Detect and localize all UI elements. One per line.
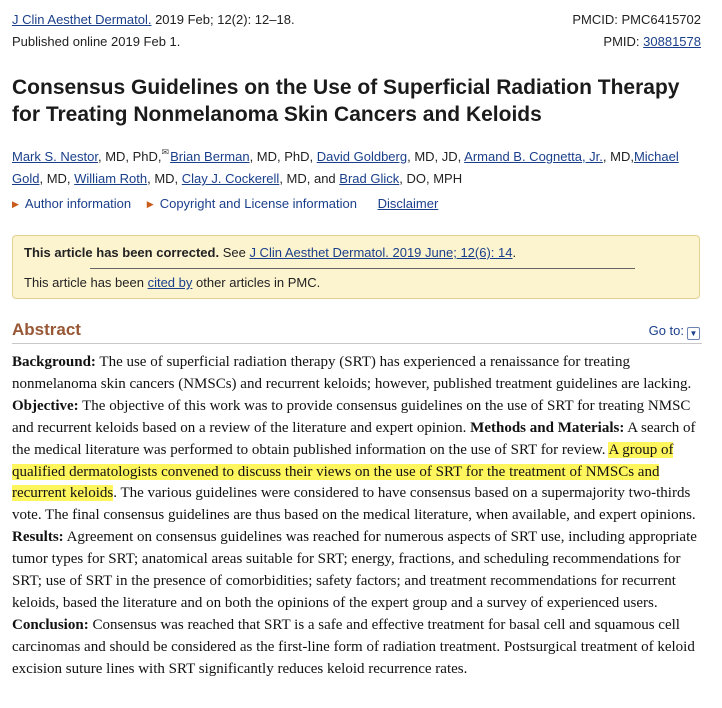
author-link[interactable]: David Goldberg — [316, 149, 408, 164]
chevron-down-icon: ▼ — [687, 327, 700, 340]
author-degree: , MD, and — [279, 171, 340, 186]
author-degree: , MD, — [39, 171, 75, 186]
author-link[interactable]: Brad Glick — [339, 171, 400, 186]
author-link[interactable]: Brian Berman — [170, 149, 250, 164]
pmid-link[interactable]: 30881578 — [643, 34, 701, 49]
author-link[interactable]: Armand B. Cognetta, Jr. — [464, 149, 603, 164]
correction-line: This article has been corrected. See J Clin Aesthet Dermatol. 2019 June; 12(6): 14. — [24, 245, 517, 260]
author-degree: , MD, — [602, 149, 634, 164]
mail-icon[interactable]: ✉ — [161, 147, 170, 157]
objective-label: Objective: — [12, 397, 79, 414]
pmid-label: PMID: — [603, 34, 644, 49]
author-link[interactable]: William Roth — [74, 171, 148, 186]
author-link[interactable]: Mark S. Nestor — [12, 149, 98, 164]
citation-row — [12, 12, 701, 28]
article-title: Consensus Guidelines on the Use of Superficial Radiation Therapy for Treating Nonmelanoma Skin Cancers and Keloids — [12, 76, 680, 126]
conclusion-label: Conclusion: — [12, 616, 89, 633]
highlighted-text: A group of qualified dermatologists convened to discuss their views on the use of SRT for the treatment of NMSCs and recurrent keloids — [12, 441, 674, 502]
copyright-toggle[interactable]: ▶ Copyright and License information — [146, 196, 357, 211]
author-degree: , MD, JD, — [407, 149, 465, 164]
author-list — [12, 141, 712, 190]
published-row — [12, 34, 701, 50]
author-degree: , MD, PhD, — [97, 149, 162, 164]
correction-notice — [12, 235, 700, 299]
author-link[interactable]: Clay J. Cockerell — [181, 171, 280, 186]
correction-bold: This article has been corrected. — [24, 245, 220, 260]
triangle-right-icon: ▶ — [12, 199, 19, 209]
published-date: Published online 2019 Feb 1. — [12, 34, 181, 49]
cited-by-line: This article has been cited by other articles in PMC. — [24, 275, 321, 290]
background-label: Background: — [12, 354, 96, 370]
methods-label: Methods and Materials: — [470, 419, 625, 436]
correction-link[interactable]: J Clin Aesthet Dermatol. 2019 June; 12(6): 14 — [249, 245, 513, 260]
cited-by-link[interactable]: cited by — [147, 275, 193, 290]
author-information-toggle[interactable]: ▶ Author information — [12, 196, 132, 211]
author-link[interactable]: Michael Gold — [12, 149, 679, 186]
disclaimer-link[interactable]: Disclaimer — [377, 196, 439, 211]
citation-text: 2019 Feb; 12(2): 12–18. — [151, 12, 295, 27]
abstract-heading: Abstract — [12, 320, 81, 339]
author-degree: , MD, PhD, — [249, 149, 317, 164]
notice-divider — [90, 268, 635, 269]
triangle-right-icon: ▶ — [146, 199, 154, 209]
pmcid: PMCID: PMC6415702 — [572, 12, 701, 27]
journal-link[interactable]: J Clin Aesthet Dermatol. — [12, 12, 152, 27]
author-degree: , MD, — [147, 171, 182, 186]
abstract-header — [12, 317, 702, 344]
results-label: Results: — [12, 529, 64, 546]
abstract-text: Background: The use of superficial radiation therapy (SRT) has experienced a renaissance for treating nonmelanoma skin cancers (NMSCs) and recurrent keloids; however, published treatment guidelines are lacking. Objective: The objective of this work was to provide consensus guidelines on the use of SRT for treating NMSC and recurrent keloids based on a review of the literature and expert opinion. Methods and Materials: A search of the medical literature was performed to obtain published information on the use of SRT for review. A group of qualified dermatologists convened to discuss their views on the use of SRT for the treatment of NMSCs and recurrent keloids. The various guidelines were considered to have consensus based on a supermajority two-thirds vote. The final consensus guidelines are thus based on the medical literature, when available, and expert opinions. Results: Agreement on consensus guidelines was reached for numerous aspects of SRT use, including appropriate tumor types for SRT; anatomical areas suitable for SRT; energy, fractions, and scheduling recommendations for SRT; use of SRT in the presence of comorbidities; safety factors; and treatment recommendations for recurrent keloids, based the literature and on both the opinions of the expert group and a survey of experienced users. Conclusion: Consensus was reached that SRT is a safe and effective treatment for basal cell and squamous cell carcinomas and should be considered as the first-line form of radiation treatment. Postsurgical treatment of keloid excision suture lines with SRT significantly reduces keloid recurrence rates. — [12, 354, 697, 677]
author-degree: , DO, MPH — [399, 171, 463, 186]
pmid — [603, 34, 701, 50]
info-bar — [12, 196, 438, 212]
goto-menu[interactable]: Go to: ▼ — [649, 323, 700, 340]
